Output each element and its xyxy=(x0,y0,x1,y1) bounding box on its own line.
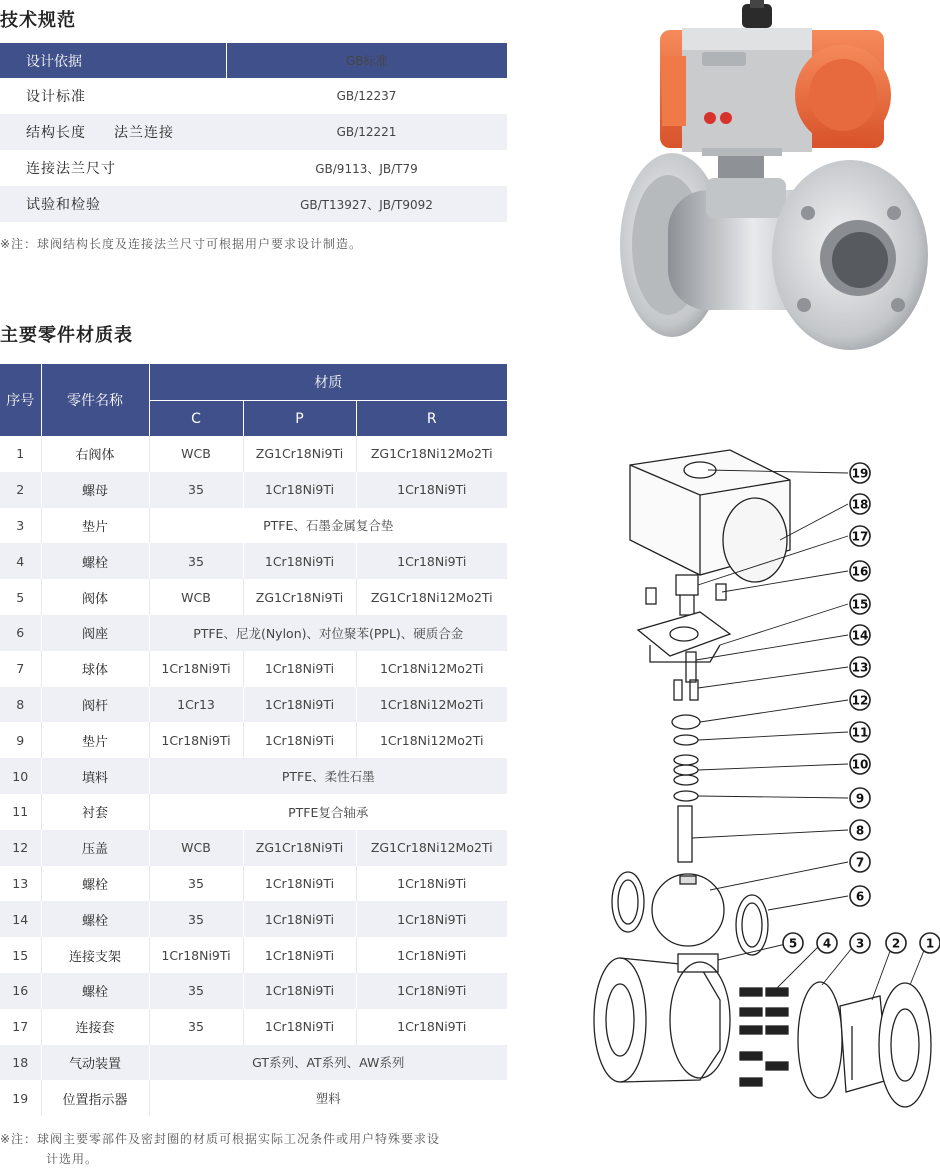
table-row xyxy=(0,758,507,794)
cell-no: 11 xyxy=(12,804,29,820)
cell-no: 1 xyxy=(16,446,25,462)
callout-number: 10 xyxy=(851,757,869,772)
cell-material-p: 1Cr18Ni9Ti xyxy=(243,472,356,508)
callout-number: 14 xyxy=(851,628,869,643)
callout-number: 11 xyxy=(851,725,869,740)
header-material: 材质 xyxy=(149,364,507,401)
tech-spec-label: 设计标准 xyxy=(0,78,226,114)
table-row xyxy=(0,579,507,615)
cell-material-merged: PTFE、柔性石墨 xyxy=(149,758,507,794)
table-row xyxy=(0,1080,507,1116)
table-row xyxy=(0,973,507,1009)
callout-number: 4 xyxy=(822,936,832,951)
cell-part-name: 螺栓 xyxy=(41,543,149,579)
table-row xyxy=(0,1009,507,1045)
cell-material-c: 1Cr18Ni9Ti xyxy=(149,651,243,687)
cell-material-c: 1Cr18Ni9Ti xyxy=(149,937,243,973)
cell-material-p: 1Cr18Ni9Ti xyxy=(243,543,356,579)
cell-material-merged: PTFE复合轴承 xyxy=(149,794,507,830)
table-row xyxy=(0,508,507,544)
cell-material-p: 1Cr18Ni9Ti xyxy=(243,937,356,973)
cell-material-p: ZG1Cr18Ni9Ti xyxy=(243,830,356,866)
cell-part-name: 衬套 xyxy=(41,794,149,830)
cell-part-name: 螺栓 xyxy=(41,901,149,937)
parts-note-line1: ※注：球阀主要零部件及密封圈的材质可根据实际工况条件或用户特殊要求设 xyxy=(0,1132,441,1146)
table-row xyxy=(0,866,507,902)
cell-material-r: 1Cr18Ni9Ti xyxy=(356,472,507,508)
callout-number: 13 xyxy=(851,660,869,675)
cell-no: 9 xyxy=(16,732,25,748)
table-row xyxy=(0,472,507,508)
cell-material-c: 35 xyxy=(149,472,243,508)
table-row xyxy=(0,722,507,758)
cell-no: 19 xyxy=(12,1090,29,1106)
cell-material-r: 1Cr18Ni9Ti xyxy=(356,901,507,937)
callout-number: 8 xyxy=(855,823,865,838)
header-material-p: P xyxy=(243,401,356,437)
cell-part-name: 连接支架 xyxy=(41,937,149,973)
cell-part-name: 球体 xyxy=(41,651,149,687)
pneumatic-ball-valve-photo xyxy=(598,0,928,355)
cell-material-r: 1Cr18Ni9Ti xyxy=(356,973,507,1009)
parts-note xyxy=(0,1129,440,1169)
table-row xyxy=(0,901,507,937)
table-row xyxy=(0,436,507,472)
tech-spec-value: GB/12237 xyxy=(226,78,507,114)
cell-no: 14 xyxy=(0,901,41,937)
tech-spec-note: ※注：球阀结构长度及连接法兰尺寸可根据用户要求设计制造。 xyxy=(0,237,363,251)
cell-material-p: 1Cr18Ni9Ti xyxy=(243,687,356,723)
callout-number: 18 xyxy=(851,497,869,512)
cell-material-p: 1Cr18Ni9Ti xyxy=(243,651,356,687)
header-material-r: R xyxy=(356,401,507,437)
cell-part-name: 阀杆 xyxy=(41,687,149,723)
callout-number: 19 xyxy=(851,466,869,481)
cell-no: 16 xyxy=(0,973,41,1009)
tech-spec-value: GB/T13927、JB/T9092 xyxy=(226,186,507,222)
cell-no: 7 xyxy=(16,661,25,677)
tech-spec-sublabel: 法兰连接 xyxy=(114,125,174,141)
callout-number: 16 xyxy=(851,564,869,579)
cell-part-name: 螺栓 xyxy=(41,866,149,902)
table-row xyxy=(0,651,507,687)
tech-spec-row xyxy=(0,78,507,114)
cell-material-c: 35 xyxy=(149,973,243,1009)
cell-material-r: 1Cr18Ni9Ti xyxy=(356,937,507,973)
tech-spec-title: 技术规范 xyxy=(0,10,76,31)
cell-material-p: 1Cr18Ni9Ti xyxy=(243,866,356,902)
cell-material-p: 1Cr18Ni9Ti xyxy=(243,901,356,937)
tech-spec-header-row xyxy=(0,43,507,78)
cell-material-c: 1Cr18Ni9Ti xyxy=(149,722,243,758)
cell-part-name: 填料 xyxy=(41,758,149,794)
cell-material-merged: 塑料 xyxy=(149,1080,507,1116)
tech-spec-label: 结构长度 法兰连接 xyxy=(0,114,226,150)
cell-no: 10 xyxy=(0,758,41,794)
cell-material-r: 1Cr18Ni12Mo2Ti xyxy=(356,687,507,723)
parts-note-line2: 计选用。 xyxy=(46,1152,99,1166)
cell-material-p: ZG1Cr18Ni9Ti xyxy=(243,436,356,472)
cell-part-name: 阀座 xyxy=(41,615,149,651)
cell-material-p: ZG1Cr18Ni9Ti xyxy=(243,579,356,615)
callout-number: 12 xyxy=(851,693,869,708)
tech-spec-value: GB/12221 xyxy=(226,114,507,150)
exploded-view-diagram xyxy=(590,440,940,1130)
cell-part-name: 垫片 xyxy=(41,722,149,758)
cell-material-r: 1Cr18Ni9Ti xyxy=(356,1009,507,1045)
cell-no: 15 xyxy=(12,947,29,963)
tech-spec-row xyxy=(0,186,507,222)
cell-material-r: 1Cr18Ni12Mo2Ti xyxy=(356,722,507,758)
cell-material-r: ZG1Cr18Ni12Mo2Ti xyxy=(356,579,507,615)
header-no: 序号 xyxy=(0,364,41,436)
cell-part-name: 螺栓 xyxy=(41,973,149,1009)
cell-no: 4 xyxy=(0,543,41,579)
table-row xyxy=(0,543,507,579)
parts-table-title: 主要零件材质表 xyxy=(0,325,133,346)
table-row xyxy=(0,830,507,866)
cell-material-r: ZG1Cr18Ni12Mo2Ti xyxy=(356,830,507,866)
table-row xyxy=(0,615,507,651)
cell-no: 6 xyxy=(0,615,41,651)
callout-number: 9 xyxy=(855,791,865,806)
table-row xyxy=(0,937,507,973)
cell-material-p: 1Cr18Ni9Ti xyxy=(243,1009,356,1045)
cell-material-merged: GT系列、AT系列、AW系列 xyxy=(149,1045,507,1081)
cell-no: 5 xyxy=(16,589,25,605)
cell-no: 13 xyxy=(12,875,29,891)
cell-no: 18 xyxy=(0,1045,41,1081)
callout-number: 3 xyxy=(855,936,865,951)
cell-material-c: WCB xyxy=(149,436,243,472)
header-material-c: C xyxy=(149,401,243,437)
tech-spec-label: 连接法兰尺寸 xyxy=(0,150,226,186)
tech-spec-row xyxy=(0,150,507,186)
tech-spec-value: GB/9113、JB/T79 xyxy=(226,150,507,186)
cell-material-merged: PTFE、尼龙(Nylon)、对位聚苯(PPL)、硬质合金 xyxy=(149,615,507,651)
callout-number: 15 xyxy=(851,597,869,612)
cell-material-c: 35 xyxy=(149,901,243,937)
tech-spec-label: 试验和检验 xyxy=(0,186,226,222)
table-row xyxy=(0,1045,507,1081)
cell-part-name: 压盖 xyxy=(41,830,149,866)
cell-material-r: 1Cr18Ni9Ti xyxy=(356,866,507,902)
callout-number: 2 xyxy=(891,936,901,951)
cell-material-c: 35 xyxy=(149,866,243,902)
cell-material-c: 35 xyxy=(149,543,243,579)
cell-material-p: 1Cr18Ni9Ti xyxy=(243,722,356,758)
cell-material-c: WCB xyxy=(149,830,243,866)
cell-material-merged: PTFE、石墨金属复合垫 xyxy=(149,508,507,544)
tech-spec-table xyxy=(0,43,507,222)
cell-no: 3 xyxy=(16,517,25,533)
callout-number: 17 xyxy=(851,529,869,544)
cell-material-c: WCB xyxy=(149,579,243,615)
callout-number: 7 xyxy=(855,855,865,870)
cell-material-c: 35 xyxy=(149,1009,243,1045)
cell-part-name: 螺母 xyxy=(41,472,149,508)
callout-number: 6 xyxy=(855,889,865,904)
cell-part-name: 气动装置 xyxy=(41,1045,149,1081)
callout-number: 1 xyxy=(925,936,935,951)
table-row xyxy=(0,794,507,830)
cell-no: 12 xyxy=(0,830,41,866)
cell-part-name: 右阀体 xyxy=(41,436,149,472)
cell-no: 8 xyxy=(0,687,41,723)
cell-material-r: ZG1Cr18Ni12Mo2Ti xyxy=(356,436,507,472)
cell-material-r: 1Cr18Ni9Ti xyxy=(356,543,507,579)
tech-spec-row xyxy=(0,114,507,150)
cell-part-name: 阀体 xyxy=(41,579,149,615)
cell-material-r: 1Cr18Ni12Mo2Ti xyxy=(356,651,507,687)
cell-material-c: 1Cr13 xyxy=(149,687,243,723)
cell-material-p: 1Cr18Ni9Ti xyxy=(243,973,356,1009)
tech-spec-header-label: 设计依据 xyxy=(0,43,226,78)
table-row xyxy=(0,687,507,723)
cell-part-name: 垫片 xyxy=(41,508,149,544)
parts-material-table xyxy=(0,364,507,1116)
cell-no: 17 xyxy=(12,1019,29,1035)
tech-spec-header-value: GB标准 xyxy=(226,43,507,78)
cell-part-name: 位置指示器 xyxy=(41,1080,149,1116)
callout-number: 5 xyxy=(788,936,798,951)
header-part-name: 零件名称 xyxy=(41,364,149,436)
cell-part-name: 连接套 xyxy=(41,1009,149,1045)
cell-no: 2 xyxy=(0,472,41,508)
